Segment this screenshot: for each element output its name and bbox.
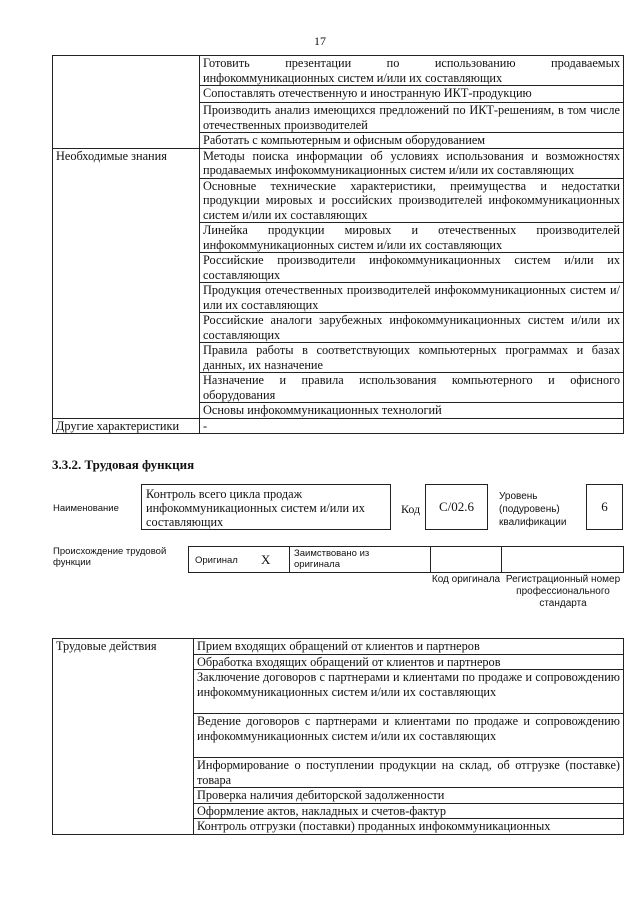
reg-caption: Регистрационный номер профессионального стандарта bbox=[505, 574, 621, 609]
action-item: Контроль отгрузки (поставки) проданных инфокоммуникационных bbox=[194, 819, 624, 835]
original-code-box bbox=[430, 546, 502, 573]
code-caption: Код оригинала bbox=[431, 574, 501, 585]
action-item: Прием входящих обращений от клиентов и партнеров bbox=[194, 639, 624, 655]
level-label: Уровень (подуровень) квалификации bbox=[499, 491, 567, 528]
action-item: Заключение договоров с партнерами и клиентами по продаже и сопровождению инфокоммуникационных систем и/или их составляющих bbox=[194, 670, 624, 714]
skill-item: Готовить презентации по использованию продаваемых инфокоммуникационных систем и/или их составляющих bbox=[200, 56, 624, 86]
reg-number-box bbox=[501, 546, 624, 573]
original-box bbox=[188, 546, 290, 573]
knowledge-item: Российские аналоги зарубежных инфокоммуникационных систем и/или их составляющих bbox=[200, 313, 624, 343]
actions-label: Трудовые действия bbox=[53, 639, 194, 835]
code-label: Код bbox=[401, 502, 421, 516]
knowledge-item: Основы инфокоммуникационных технологий bbox=[200, 403, 624, 419]
action-item: Информирование о поступлении продукции на склад, об отгрузке (поставке) товара bbox=[194, 758, 624, 788]
action-item: Проверка наличия дебиторской задолженности bbox=[194, 788, 624, 804]
action-item: Ведение договоров с партнерами и клиентами по продаже и сопровождению инфокоммуникационных систем и/или их составляющих bbox=[194, 714, 624, 758]
original-label: Оригинал bbox=[195, 555, 238, 566]
skills-label-cell bbox=[53, 56, 200, 149]
skill-item: Сопоставлять отечественную и иностранную ИКТ-продукцию bbox=[200, 86, 624, 103]
skill-item: Работать с компьютерным и офисным оборудованием bbox=[200, 133, 624, 149]
other-value: - bbox=[200, 418, 624, 434]
page-number: 17 bbox=[314, 34, 326, 48]
skill-item: Производить анализ имеющихся предложений по ИКТ-решениям, в том числе отечественных производителей bbox=[200, 103, 624, 133]
knowledge-item: Методы поиска информации об условиях использования и возможностях продаваемых инфокоммуникационных систем и/или их составляющих bbox=[200, 148, 624, 178]
knowledge-item: Основные технические характеристики, преимущества и недостатки продукции мировых и российских производителей инфокоммуникационных систем и/или их составляющих bbox=[200, 178, 624, 223]
actions-table bbox=[52, 638, 624, 835]
name-value: Контроль всего цикла продаж инфокоммуникационных систем и/или их составляющих bbox=[141, 484, 391, 530]
action-item: Обработка входящих обращений от клиентов и партнеров bbox=[194, 654, 624, 670]
original-mark: X bbox=[261, 552, 271, 567]
borrowed-box bbox=[289, 546, 431, 573]
requirements-table bbox=[52, 55, 624, 434]
other-label: Другие характеристики bbox=[53, 418, 200, 434]
code-value: C/02.6 bbox=[425, 484, 488, 530]
knowledge-item: Линейка продукции мировых и отечественных производителей инфокоммуникационных систем и/или их составляющих bbox=[200, 223, 624, 253]
action-item: Оформление актов, накладных и счетов-фактур bbox=[194, 803, 624, 819]
knowledge-label: Необходимые знания bbox=[53, 148, 200, 418]
knowledge-item: Назначение и правила использования компьютерного и офисного оборудования bbox=[200, 373, 624, 403]
origin-label: Происхождение трудовой функции bbox=[53, 546, 167, 568]
knowledge-item: Правила работы в соответствующих компьютерных программах и базах данных, их назначение bbox=[200, 343, 624, 373]
borrowed-label: Заимствовано из оригинала bbox=[294, 548, 370, 570]
knowledge-item: Российские производители инфокоммуникационных систем и/или их составляющих bbox=[200, 253, 624, 283]
level-value: 6 bbox=[586, 484, 623, 530]
name-label: Наименование bbox=[53, 503, 119, 514]
section-heading: 3.3.2. Трудовая функция bbox=[52, 457, 195, 472]
knowledge-item: Продукция отечественных производителей инфокоммуникационных систем и/или их составляющих bbox=[200, 283, 624, 313]
